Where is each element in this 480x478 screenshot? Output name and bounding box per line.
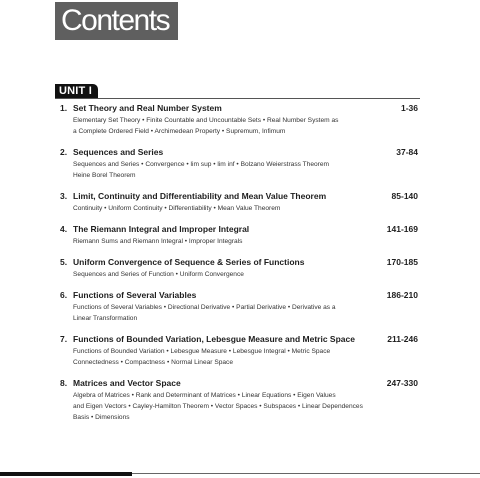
unit-badge: UNIT I bbox=[55, 84, 98, 99]
contents-entry bbox=[0, 102, 480, 137]
page-range: 186-210 bbox=[386, 290, 418, 300]
page-range: 211-246 bbox=[387, 334, 418, 344]
contents-entry bbox=[0, 146, 480, 181]
chapter-heading: Limit, Continuity and Differentiability and Mean Value Theorem bbox=[73, 191, 327, 201]
page-title: Contents bbox=[55, 2, 178, 40]
contents-list bbox=[0, 102, 480, 432]
contents-entry bbox=[0, 377, 480, 423]
contents-entry bbox=[0, 256, 480, 280]
contents-entry bbox=[0, 223, 480, 247]
chapter-heading: Functions of Bounded Variation, Lebesgue Measure and Metric Space bbox=[73, 334, 355, 344]
chapter-number: 1. bbox=[60, 103, 68, 113]
chapter-number: 3. bbox=[60, 191, 68, 201]
contents-entry bbox=[0, 289, 480, 324]
chapter-topics-line: Sequences and Series • Convergence • lim sup • lim inf • Bolzano Weierstrass Theorem bbox=[73, 161, 330, 168]
chapter-topics-line: Heine Borel Theorem bbox=[73, 172, 136, 179]
contents-entry bbox=[0, 333, 480, 368]
chapter-topics-line: Linear Transformation bbox=[73, 315, 138, 322]
chapter-heading: Matrices and Vector Space bbox=[73, 378, 181, 388]
page-range: 1-36 bbox=[400, 103, 418, 113]
chapter-number: 8. bbox=[60, 378, 68, 388]
chapter-number: 2. bbox=[60, 147, 68, 157]
chapter-number: 7. bbox=[60, 334, 68, 344]
chapter-topics-line: Basis • Dimensions bbox=[73, 414, 130, 421]
page-range: 141-169 bbox=[386, 224, 418, 234]
chapter-number: 5. bbox=[60, 257, 68, 267]
unit-divider bbox=[55, 98, 420, 99]
page-range: 85-140 bbox=[391, 191, 418, 201]
chapter-heading: The Riemann Integral and Improper Integral bbox=[73, 224, 250, 234]
page-range: 37-84 bbox=[396, 147, 418, 157]
chapter-topics-line: Continuity • Uniform Continuity • Differentiability • Mean Value Theorem bbox=[73, 205, 281, 212]
chapter-number: 4. bbox=[60, 224, 68, 234]
chapter-topics-line: Algebra of Matrices • Rank and Determinant of Matrices • Linear Equations • Eigen Values bbox=[73, 392, 336, 399]
chapter-heading: Set Theory and Real Number System bbox=[73, 103, 222, 113]
chapter-topics-line: Sequences and Series of Function • Uniform Convergence bbox=[73, 271, 244, 278]
chapter-topics-line: Elementary Set Theory • Finite Countable and Uncountable Sets • Real Number System as bbox=[73, 117, 339, 124]
footer-accent-bar bbox=[0, 472, 132, 476]
chapter-topics-line: a Complete Ordered Field • Archimedean Property • Supremum, Infimum bbox=[73, 128, 286, 135]
contents-entry bbox=[0, 190, 480, 214]
chapter-number: 6. bbox=[60, 290, 68, 300]
chapter-topics-line: Riemann Sums and Riemann Integral • Improper Integrals bbox=[73, 238, 243, 245]
chapter-heading: Uniform Convergence of Sequence & Series of Functions bbox=[73, 257, 305, 267]
page-range: 170-185 bbox=[386, 257, 418, 267]
page-range: 247-330 bbox=[386, 378, 418, 388]
chapter-topics-line: and Eigen Vectors • Cayley-Hamilton Theorem • Vector Spaces • Subspaces • Linear Dependences bbox=[73, 403, 363, 410]
chapter-heading: Functions of Several Variables bbox=[73, 290, 197, 300]
chapter-heading: Sequences and Series bbox=[73, 147, 164, 157]
chapter-topics-line: Functions of Bounded Variation • Lebesgue Measure • Lebesgue Integral • Metric Space bbox=[73, 348, 331, 355]
chapter-topics-line: Functions of Several Variables • Directional Derivative • Partial Derivative • Derivative as a bbox=[73, 304, 336, 311]
chapter-topics-line: Connectedness • Compactness • Normal Linear Space bbox=[73, 359, 234, 366]
